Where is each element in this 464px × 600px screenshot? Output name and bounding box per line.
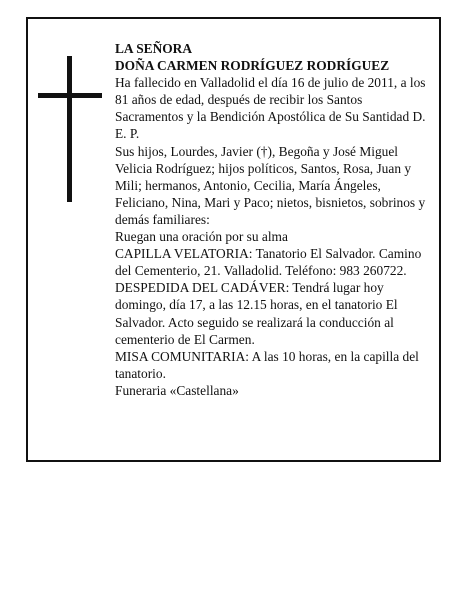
- chapel-details: CAPILLA VELATORIA: Tanatorio El Salvador. Camino del Cementerio, 21. Valladolid. Teléfono: 983 260722.: [115, 246, 422, 279]
- mass-details: MISA COMUNITARIA: A las 10 horas, en la capilla del tanatorio.: [115, 348, 419, 381]
- family-members: Sus hijos, Lourdes, Javier (†), Begoña y José Miguel Velicia Rodríguez; hijos políticos, Santos, Rosa, Juan y Mili; hermanos, Antonio, Cecilia, María Ángeles, Feliciano, Nina, Mari y Paco; nietos, bisnietos, sobrinos y demás familiares:: [115, 143, 426, 227]
- farewell-details: DESPEDIDA DEL CADÁVER: Tendrá lugar hoy domingo, día 17, a las 12.15 horas, en el tanatorio El Salvador. Acto seguido se realizará la conducción al cementerio de El Carmen.: [115, 280, 398, 347]
- cross-vertical-bar: [67, 56, 72, 202]
- prayer-request: Ruegan una oración por su alma: [115, 229, 288, 245]
- obituary-notice: [26, 17, 441, 462]
- notice-text: [115, 40, 431, 399]
- death-announcement: Ha fallecido en Valladolid el día 16 de julio de 2011, a los 81 años de edad, después de recibir los Santos Sacramentos y la Bendición Apostólica de Su Santidad D. E. P.: [115, 75, 426, 142]
- cross-icon: [38, 56, 102, 202]
- funeral-home: Funeraria «Castellana»: [115, 382, 239, 398]
- cross-horizontal-bar: [38, 93, 102, 98]
- deceased-name: DOÑA CARMEN RODRÍGUEZ RODRÍGUEZ: [115, 58, 390, 74]
- notice-title: LA SEÑORA: [115, 41, 193, 56]
